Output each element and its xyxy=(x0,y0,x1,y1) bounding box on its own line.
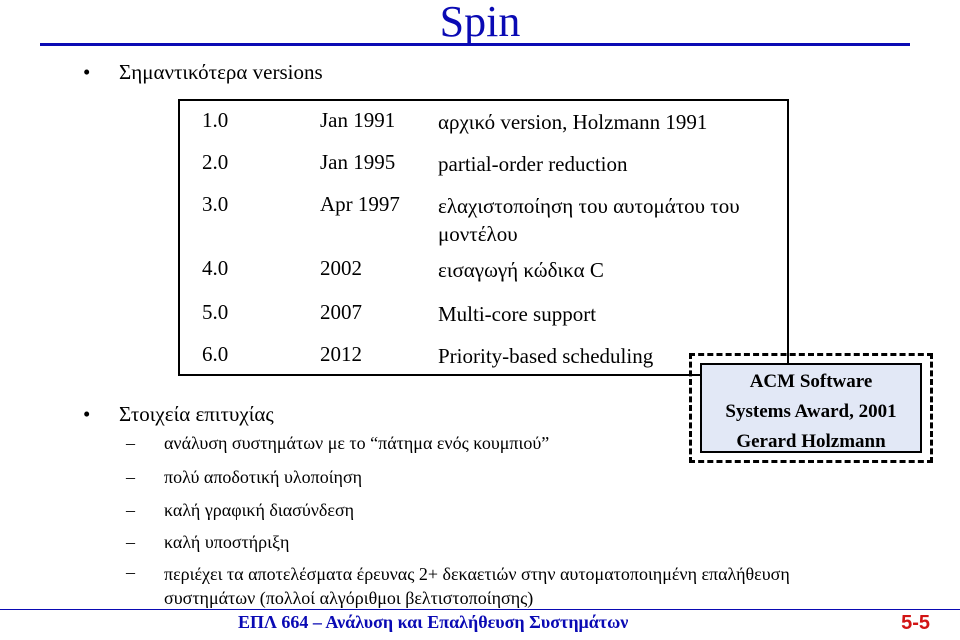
version-number: 1.0 xyxy=(202,108,229,132)
slide-title: Spin xyxy=(439,0,521,46)
sub-bullet-dash: – xyxy=(126,500,135,520)
page-number: 5-5 xyxy=(901,612,930,634)
version-row xyxy=(180,300,787,340)
sub-bullet-dash: – xyxy=(126,562,135,582)
version-date: Apr 1997 xyxy=(320,192,400,216)
title-divider xyxy=(40,43,910,46)
version-row xyxy=(180,192,787,246)
sub-bullet-text: περιέχει τα αποτελέσματα έρευνας 2+ δεκαετιών στην αυτοματοποιημένη επαλήθευση συστημάτων (πολλοί αλγόριθμοι βελτιστοποίησης) xyxy=(164,564,790,608)
version-number: 4.0 xyxy=(202,256,229,280)
award-line: ACM Software xyxy=(749,371,873,392)
sub-bullet-text: καλή γραφική διασύνδεση xyxy=(164,500,355,520)
bullet-success-factors xyxy=(83,402,483,428)
bullet-text: Στοιχεία επιτυχίας xyxy=(119,402,274,426)
version-number: 3.0 xyxy=(202,192,229,216)
sub-bullet-text: καλή υποστήριξη xyxy=(164,532,290,552)
bullet-marker: • xyxy=(83,60,91,84)
version-row xyxy=(180,256,787,296)
sub-bullet-dash: – xyxy=(126,433,135,453)
version-row xyxy=(180,150,787,190)
version-description: εισαγωγή κώδικα C xyxy=(438,258,604,282)
version-date: Jan 1991 xyxy=(320,108,396,132)
version-number: 5.0 xyxy=(202,300,229,324)
version-description: αρχικό version, Holzmann 1991 xyxy=(438,110,708,134)
version-description: ελαχιστοποίηση του αυτομάτου του μοντέλου xyxy=(438,194,740,246)
sub-bullet-text: πολύ αποδοτική υλοποίηση xyxy=(164,467,363,487)
version-description: Multi-core support xyxy=(438,302,597,326)
versions-table xyxy=(178,99,789,376)
version-date: 2012 xyxy=(320,342,362,366)
bullet-versions xyxy=(83,60,483,86)
sub-bullet-text: ανάλυση συστημάτων με το “πάτημα ενός κουμπιού” xyxy=(164,433,550,453)
sub-bullet-dash: – xyxy=(126,532,135,552)
footer-course: ΕΠΛ 664 – Ανάλυση και Επαλήθευση Συστημάτων xyxy=(238,612,629,632)
version-date: 2007 xyxy=(320,300,362,324)
version-number: 6.0 xyxy=(202,342,229,366)
footer-divider xyxy=(0,609,960,610)
version-number: 2.0 xyxy=(202,150,229,174)
award-line: Systems Award, 2001 xyxy=(725,401,897,422)
version-description: partial-order reduction xyxy=(438,152,628,176)
sub-bullet-dash: – xyxy=(126,467,135,487)
version-row xyxy=(180,108,787,148)
version-date: Jan 1995 xyxy=(320,150,396,174)
version-description: Priority-based scheduling xyxy=(438,344,654,368)
award-box xyxy=(700,363,922,453)
version-date: 2002 xyxy=(320,256,362,280)
bullet-text: Σημαντικότερα versions xyxy=(119,60,323,84)
bullet-marker: • xyxy=(83,402,91,426)
award-line: Gerard Holzmann xyxy=(736,431,886,452)
